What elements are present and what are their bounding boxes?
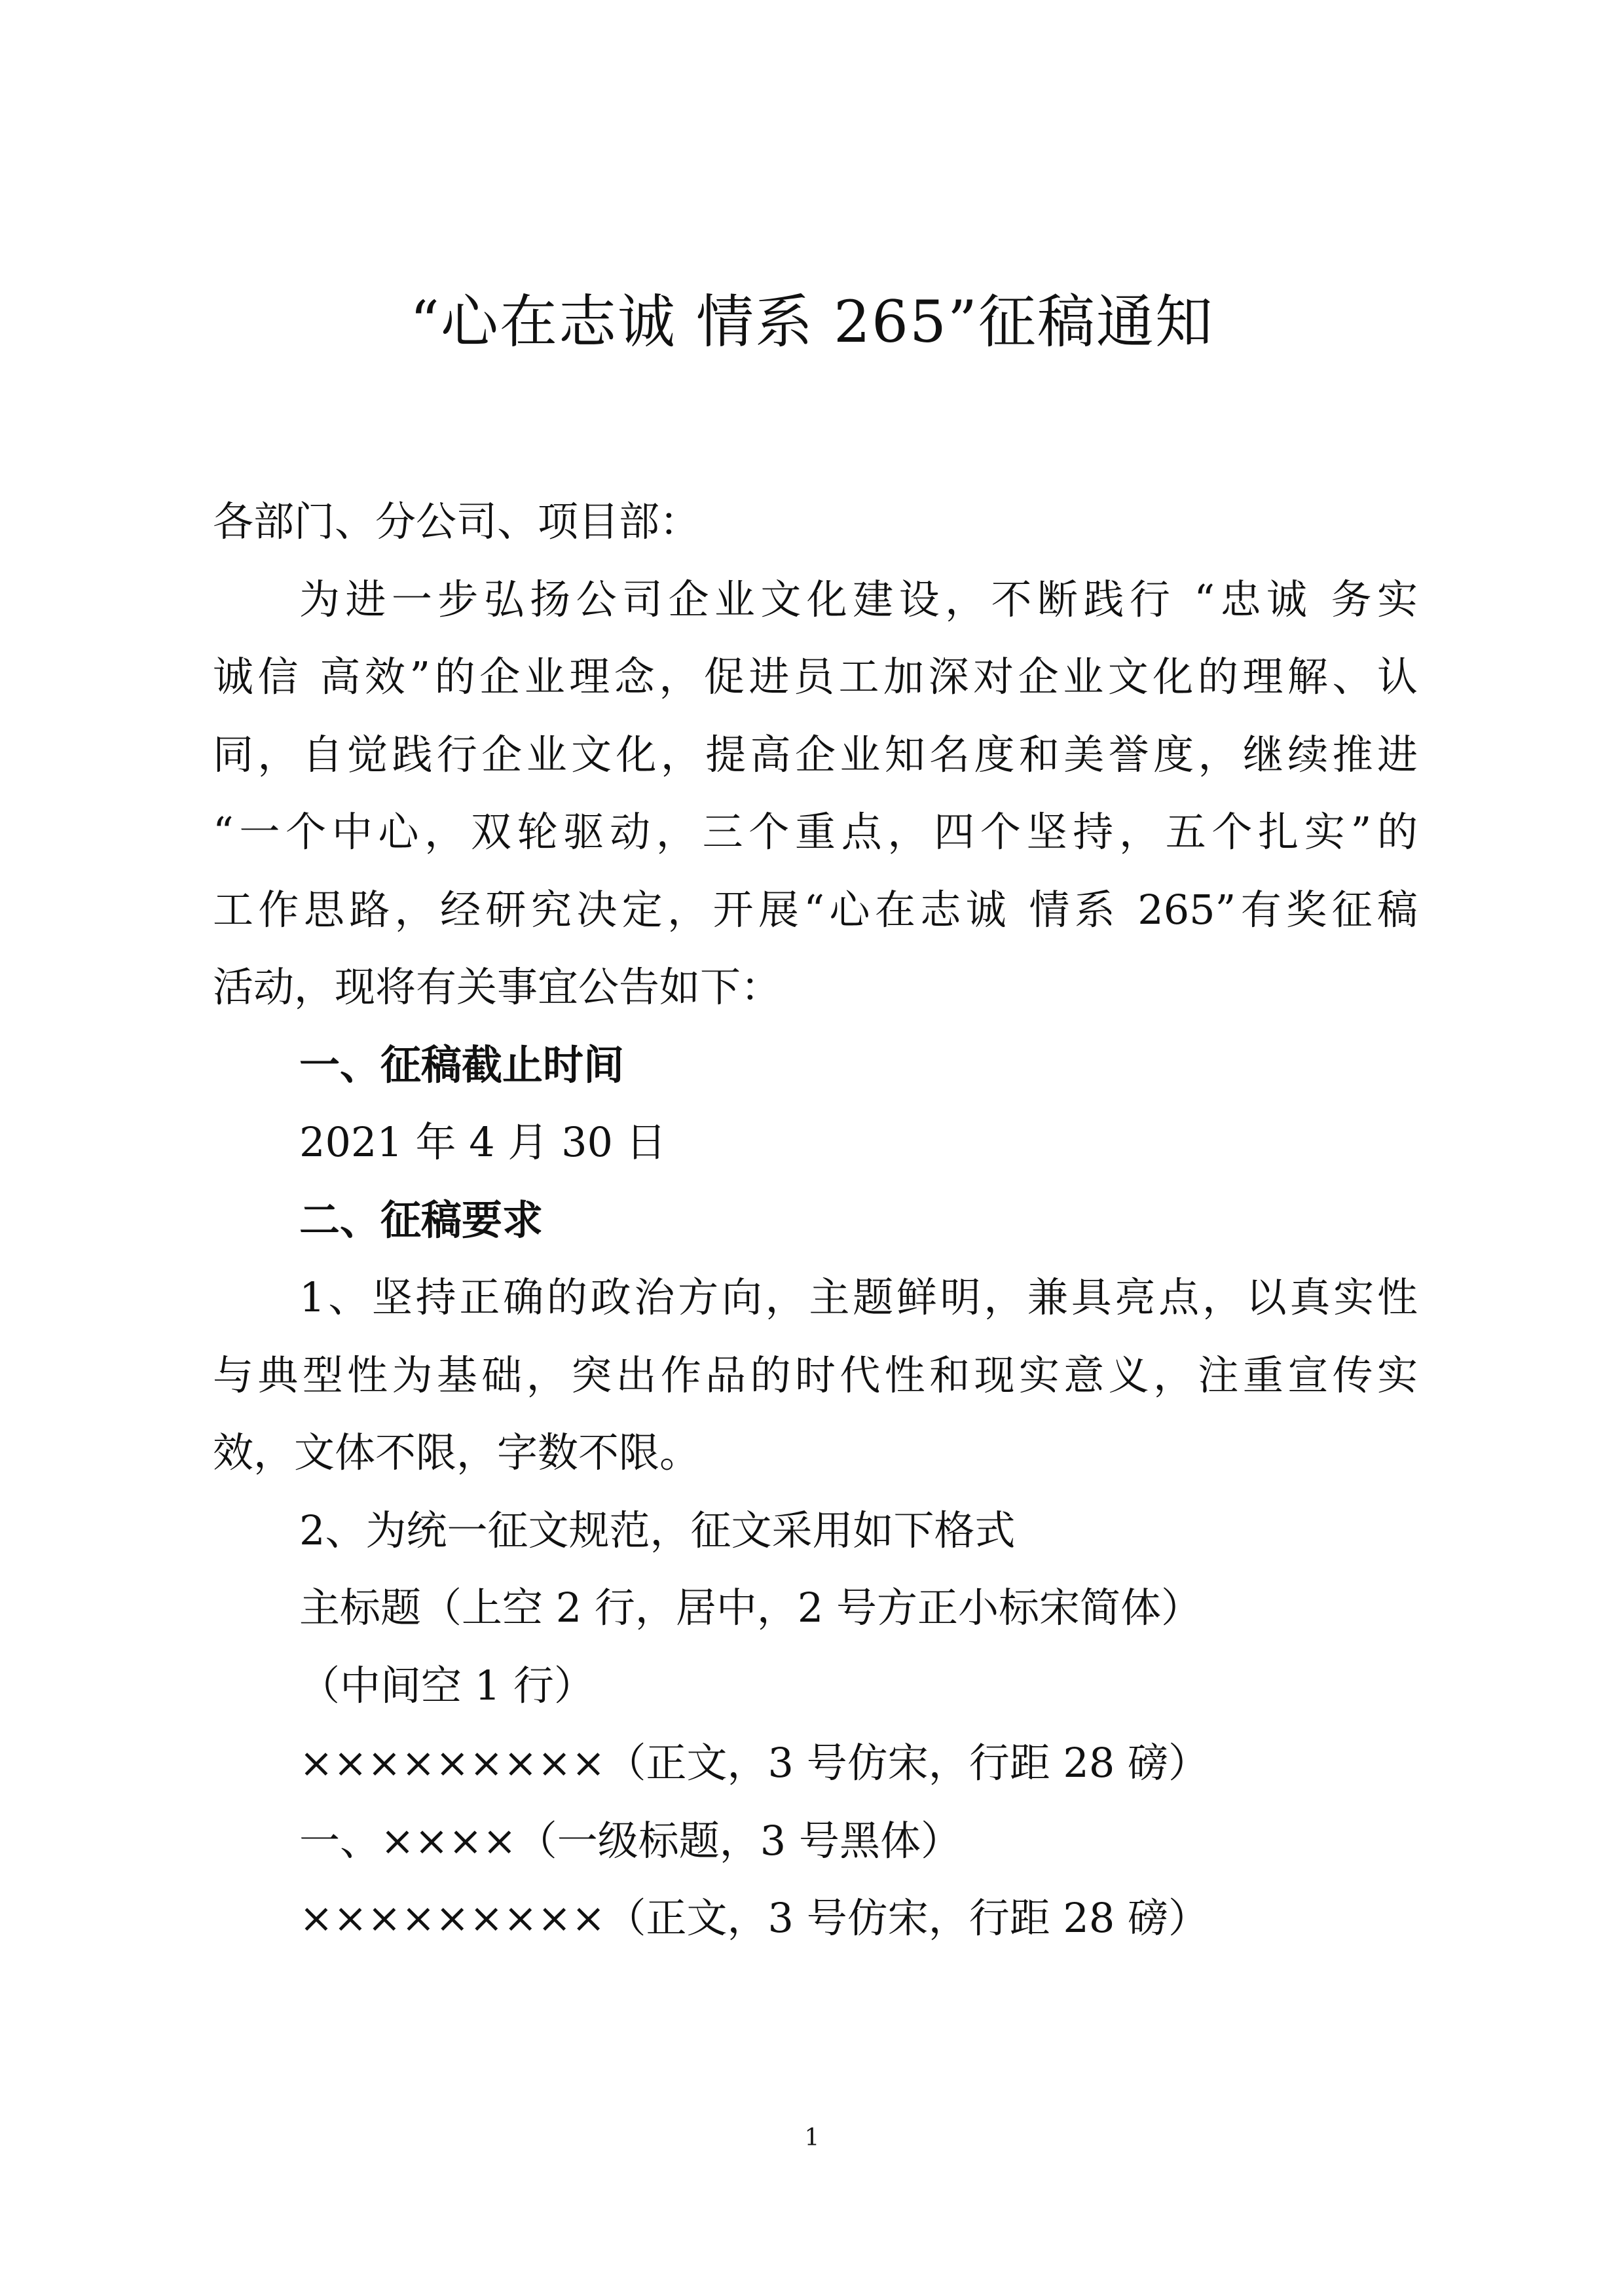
format-spec-line: ×××××××××（正文，3 号仿宋，行距 28 磅） bbox=[299, 1894, 1209, 1942]
page-number: 1 bbox=[804, 2124, 820, 2151]
format-spec-line: 主标题（上空 2 行，居中，2 号方正小标宋简体） bbox=[299, 1584, 1202, 1631]
requirement-item-2: 2、为统一征文规范，征文采用如下格式 bbox=[299, 1506, 1016, 1554]
intro-line: 工作思路，经研究决定，开展“心在志诚 情系 265”有奖征稿 bbox=[213, 885, 1418, 934]
salutation: 各部门、分公司、项目部： bbox=[213, 498, 701, 545]
deadline-date: 2021 年 4 月 30 日 bbox=[299, 1118, 667, 1166]
intro-line: “一个中心，双轮驱动，三个重点，四个坚持，五个扎实”的 bbox=[213, 808, 1418, 856]
intro-paragraph bbox=[213, 561, 1418, 1027]
section-heading-requirements: 二、征稿要求 bbox=[299, 1195, 544, 1244]
intro-line: 诚信 高效”的企业理念，促进员工加深对企业文化的理解、认 bbox=[213, 653, 1418, 701]
requirement-line: 效，文体不限，字数不限。 bbox=[213, 1429, 701, 1476]
format-spec-list bbox=[213, 1569, 1418, 1958]
requirement-line: 与典型性为基础，突出作品的时代性和现实意义，注重宣传实 bbox=[213, 1351, 1418, 1399]
document-body bbox=[213, 483, 1418, 1958]
intro-line: 为进一步弘扬公司企业文化建设，不断践行 “忠诚 务实 bbox=[299, 575, 1418, 623]
page-title: “心在志诚 情系 265”征稿通知 bbox=[410, 288, 1214, 355]
format-spec-line: 一、××××（一级标题，3 号黑体） bbox=[299, 1816, 961, 1865]
requirement-line: 1、坚持正确的政治方向，主题鲜明，兼具亮点，以真实性 bbox=[299, 1273, 1418, 1321]
format-spec-line: （中间空 1 行） bbox=[299, 1661, 595, 1709]
intro-line: 活动，现将有关事宜公告如下： bbox=[213, 963, 782, 1011]
format-spec-line: ×××××××××（正文，3 号仿宋，行距 28 磅） bbox=[299, 1739, 1209, 1787]
intro-line: 同，自觉践行企业文化，提高企业知名度和美誉度，继续推进 bbox=[213, 730, 1418, 778]
requirement-item-1 bbox=[213, 1259, 1418, 1492]
section-heading-deadline: 一、征稿截止时间 bbox=[299, 1040, 625, 1089]
